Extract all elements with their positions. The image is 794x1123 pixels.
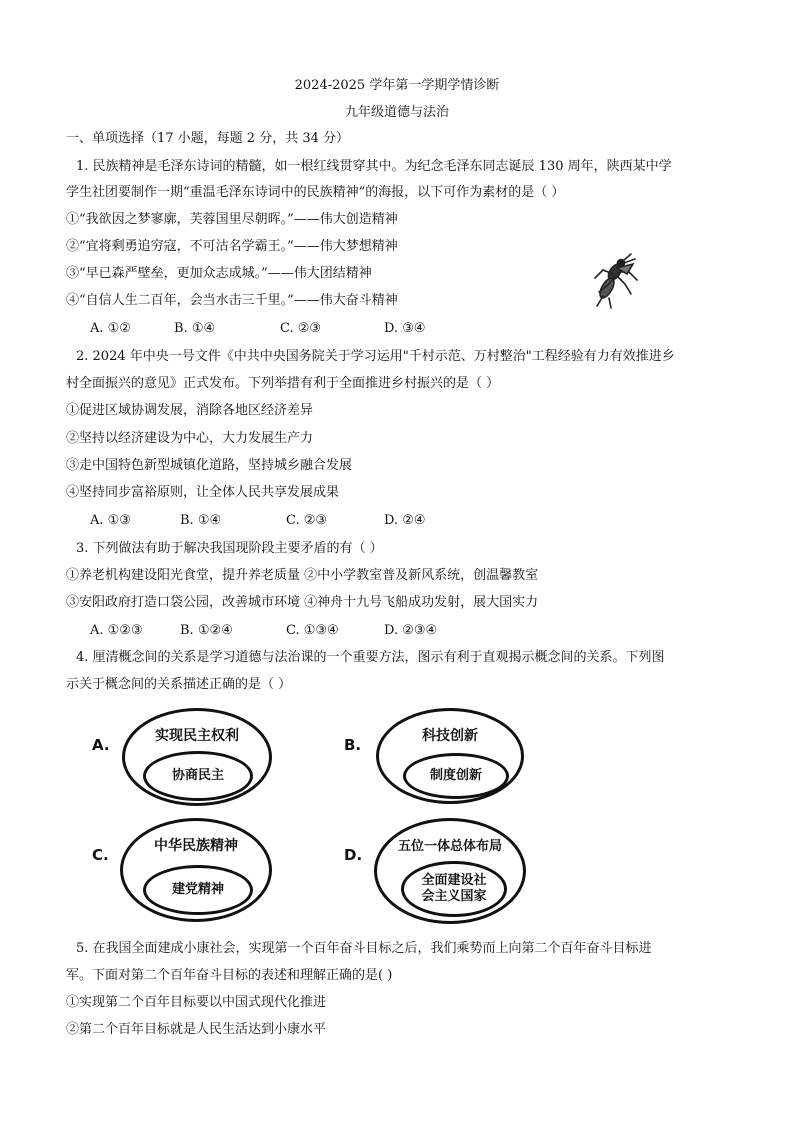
q1-option-c: C. ②③ [280,321,322,336]
diagram-b-outer-oval [376,708,524,804]
q2-stem-line2: 村全面振兴的意见》正式发布。下列举措有利于全面推进乡村振兴的是（ ） [66,376,500,391]
diagram-d-inner-oval [401,861,507,917]
q5-stem-line1: 5. 在我国全面建成小康社会，实现第一个百年奋斗目标之后，我们乘势而上向第二个百年奋斗目标进 [76,941,652,956]
q2-statement-2: ②坚持以经济建设为中心，大力发展生产力 [66,431,314,446]
q3-option-a: A. ①②③ [90,623,143,638]
diagram-a-inner-label: 协商民主 [171,768,224,783]
q2-option-c: C. ②③ [286,513,328,528]
diagram-d [344,818,544,928]
diagram-b [344,708,544,818]
q3-option-d: D. ②③④ [384,623,438,638]
q2-statement-4: ④坚持同步富裕原则，让全体人民共享发展成果 [66,485,340,500]
diagram-c-inner-label: 建党精神 [171,882,224,897]
diagram-d-outer-oval [374,818,526,924]
q2-statement-1: ①促进区域协调发展，消除各地区经济差异 [66,403,314,418]
q2-statement-3: ③走中国特色新型城镇化道路，坚持城乡融合发展 [66,458,353,473]
q1-option-d: D. ③④ [384,321,426,336]
insect-illustration [585,250,645,310]
exam-subtitle: 九年级道德与法治 [344,105,449,120]
q3-option-b: B. ①②④ [180,623,233,638]
section-heading: 一、单项选择（17 小题，每题 2 分，共 34 分） [66,131,350,146]
diagram-a-outer-oval [122,708,272,806]
q1-stem-line2: 学生社团要制作一期“重温毛泽东诗词中的民族精神”的海报，以下可作为素材的是（ ） [66,185,565,200]
q2-option-b: B. ①④ [180,513,222,528]
diagram-c-inner-oval [143,865,253,915]
diagram-c-outer-label: 中华民族精神 [154,838,238,854]
diagram-a-letter: A. [92,736,110,754]
q1-statement-2: ②“宜将剩勇追穷寇，不可沽名学霸王。”——伟大梦想精神 [66,239,398,254]
q5-statement-2: ②第二个百年目标就是人民生活达到小康水平 [66,1022,327,1037]
q2-option-d: D. ②④ [384,513,426,528]
q1-statement-3: ③“早已森严壁垒，更加众志成城。”——伟大团结精神 [66,266,372,281]
diagram-b-inner-oval [403,753,509,799]
diagram-d-letter: D. [344,846,363,864]
diagram-a-inner-oval [143,751,253,801]
q3-statement-2: ③安阳政府打造口袋公园，改善城市环境 ④神舟十九号飞船成功发射，展大国实力 [66,595,539,610]
diagram-b-outer-label: 科技创新 [422,728,478,744]
diagram-b-inner-label: 制度创新 [429,768,482,783]
exam-title: 2024-2025 学年第一学期学情诊断 [294,78,500,93]
diagram-c [92,818,292,928]
q5-statement-1: ①实现第二个百年目标要以中国式现代化推进 [66,995,327,1010]
q1-option-a: A. ①② [90,321,131,336]
q3-option-c: C. ①③④ [286,623,339,638]
diagram-d-inner-label: 全面建设社 会主义国家 [421,873,487,904]
diagram-c-letter: C. [92,846,109,864]
q1-statement-4: ④“自信人生二百年，会当水击三千里。”——伟大奋斗精神 [66,293,398,308]
diagram-b-letter: B. [344,736,362,754]
q3-stem: 3. 下列做法有助于解决我国现阶段主要矛盾的有（ ） [76,541,383,556]
q5-stem-line2: 军。下面对第二个百年奋斗目标的表述和理解正确的是( ) [66,968,393,983]
q4-stem-line2: 示关于概念间的关系描述正确的是（ ） [66,677,292,692]
diagram-a-outer-label: 实现民主权利 [155,728,239,744]
q1-option-b: B. ①④ [174,321,216,336]
q1-statement-1: ①“我欲因之梦寥廓，芙蓉国里尽朝晖。”——伟大创造精神 [66,212,398,227]
q3-statement-1: ①养老机构建设阳光食堂，提升养老质量 ②中小学教室普及新风系统，创温馨教室 [66,568,539,583]
diagram-c-outer-oval [120,818,272,922]
q2-stem-line1: 2. 2024 年中央一号文件《中共中央国务院关于学习运用"千村示范、万村整治"工程经验有力有效推进乡 [76,349,675,364]
diagram-a [92,708,292,818]
q1-stem-line1: 1. 民族精神是毛泽东诗词的精髓，如一根红线贯穿其中。为纪念毛泽东同志诞辰 130 周年，陕西某中学 [76,159,672,174]
q2-option-a: A. ①③ [90,513,131,528]
q4-stem-line1: 4. 厘清概念间的关系是学习道德与法治课的一个重要方法，图示有利于直观揭示概念间的关系。下列图 [76,650,665,665]
diagram-d-outer-label: 五位一体总体布局 [397,839,502,854]
